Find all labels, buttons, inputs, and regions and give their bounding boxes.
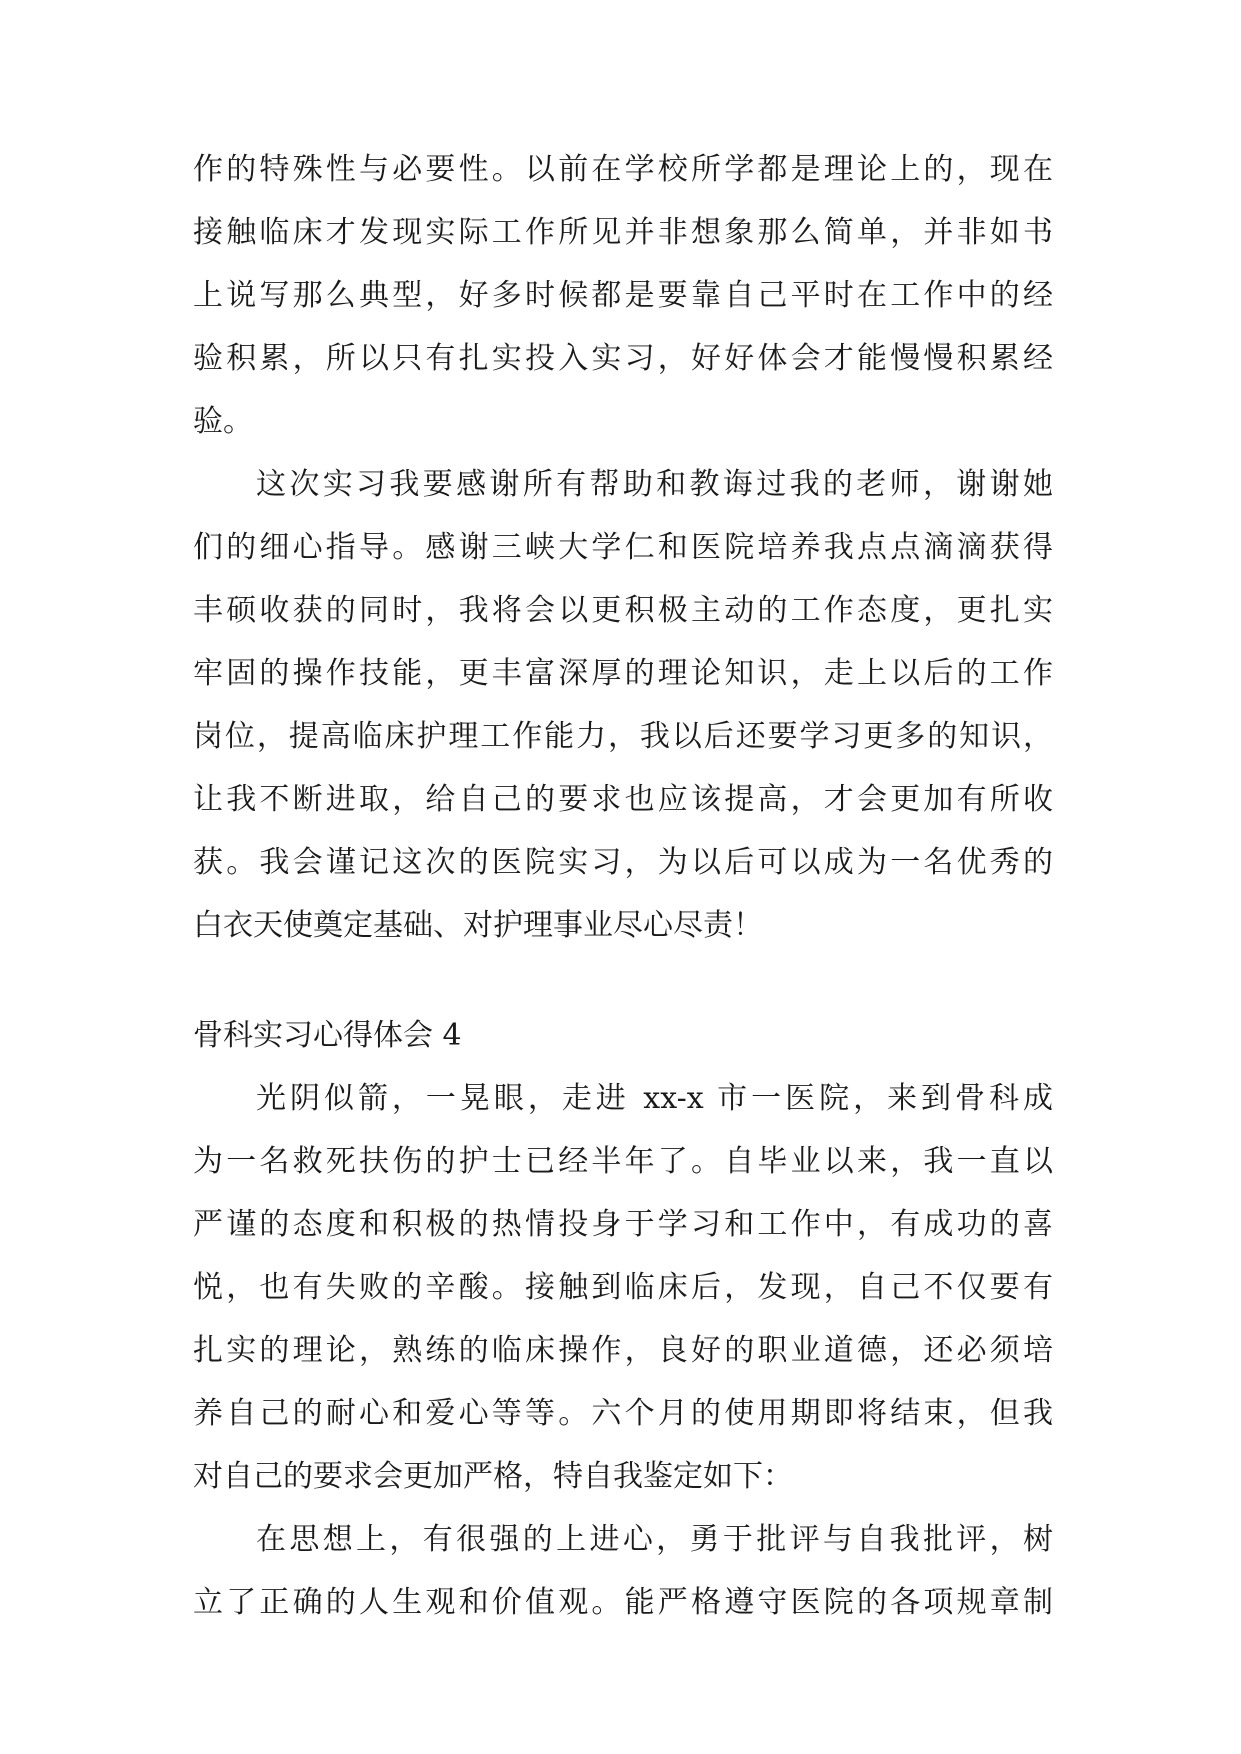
paragraph-line: 在思想上，有很强的上进心，勇于批评与自我批评，树: [256, 1522, 1053, 1557]
paragraph-line: 接触临床才发现实际工作所见并非想象那么简单，并非如书: [193, 215, 1053, 250]
paragraph-line: 为一名救死扶伤的护士已经半年了。自毕业以来，我一直以: [193, 1144, 1053, 1179]
paragraph-line: 获。我会谨记这次的医院实习，为以后可以成为一名优秀的: [193, 845, 1053, 880]
paragraph-line: 养自己的耐心和爱心等等。六个月的使用期即将结束，但我: [193, 1396, 1053, 1431]
paragraph-line: 严谨的态度和积极的热情投身于学习和工作中，有成功的喜: [193, 1207, 1053, 1242]
paragraph-line: 这次实习我要感谢所有帮助和教诲过我的老师，谢谢她: [256, 467, 1053, 502]
paragraph-line: 验积累，所以只有扎实投入实习，好好体会才能慢慢积累经: [193, 341, 1053, 376]
paragraph-line: 作的特殊性与必要性。以前在学校所学都是理论上的，现在: [193, 152, 1053, 187]
paragraph-line: 牢固的操作技能，更丰富深厚的理论知识，走上以后的工作: [193, 656, 1053, 691]
paragraph-line: 验。: [193, 404, 253, 439]
paragraph-line: 上说写那么典型，好多时候都是要靠自己平时在工作中的经: [193, 278, 1053, 313]
paragraph-line: 悦，也有失败的辛酸。接触到临床后，发现，自己不仅要有: [193, 1270, 1053, 1305]
paragraph-line: 岗位，提高临床护理工作能力，我以后还要学习更多的知识，: [193, 719, 1053, 754]
paragraph-line: 扎实的理论，熟练的临床操作，良好的职业道德，还必须培: [193, 1333, 1053, 1368]
paragraph-line: 光阴似箭，一晃眼，走进 xx-x 市一医院，来到骨科成: [256, 1081, 1053, 1116]
paragraph-line: 让我不断进取，给自己的要求也应该提高，才会更加有所收: [193, 782, 1053, 817]
paragraph-line: 丰硕收获的同时，我将会以更积极主动的工作态度，更扎实: [193, 593, 1053, 628]
section-heading: 骨科实习心得体会 4: [193, 1018, 462, 1053]
paragraph-line: 们的细心指导。感谢三峡大学仁和医院培养我点点滴滴获得: [193, 530, 1053, 565]
paragraph-line: 立了正确的人生观和价值观。能严格遵守医院的各项规章制: [193, 1585, 1053, 1620]
paragraph-line: 白衣天使奠定基础、对护理事业尽心尽责！: [193, 908, 763, 943]
paragraph-line: 对自己的要求会更加严格，特自我鉴定如下：: [193, 1459, 793, 1494]
